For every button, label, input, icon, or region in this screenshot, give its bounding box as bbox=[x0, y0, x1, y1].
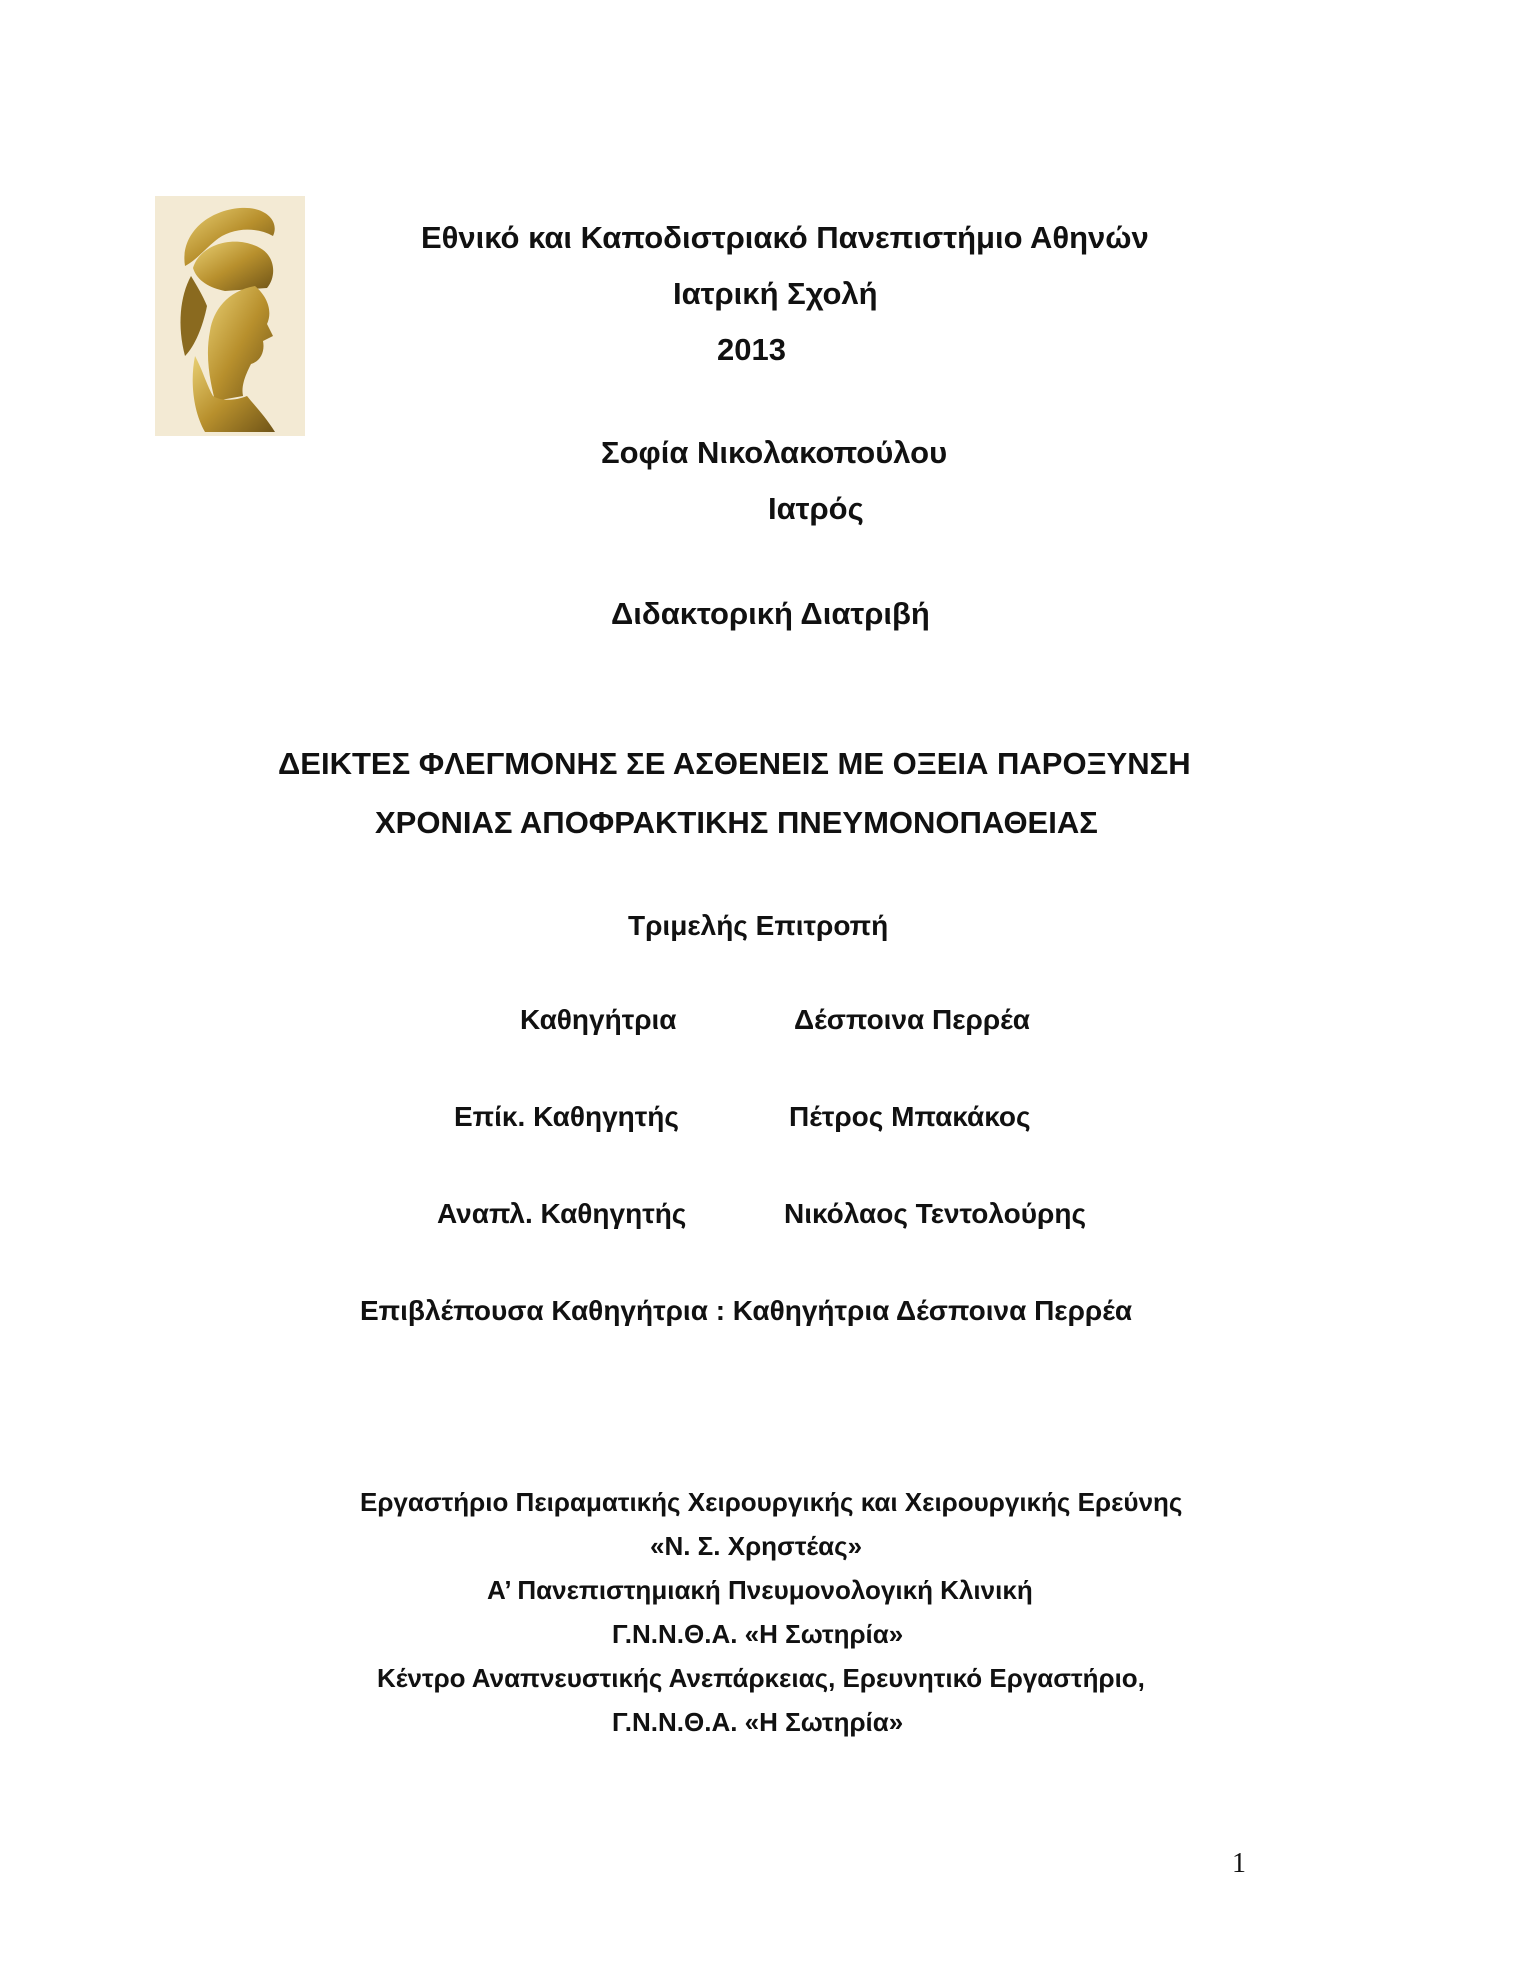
affiliation-line-5: Κέντρο Αναπνευστικής Ανεπάρκειας, Ερευνητικό Εργαστήριο, bbox=[377, 1663, 1145, 1693]
athena-emblem-icon bbox=[155, 196, 305, 436]
committee-heading: Τριμελής Επιτροπή bbox=[628, 910, 889, 941]
university-emblem bbox=[155, 196, 305, 436]
committee-role-1: Καθηγήτρια bbox=[520, 1004, 677, 1035]
thesis-title-line-1: ΔΕΙΚΤΕΣ ΦΛΕΓΜΟΝΗΣ ΣΕ ΑΣΘΕΝΕΙΣ ΜΕ ΟΞΕΙΑ ΠΑΡΟΞΥΝΣΗ bbox=[278, 746, 1191, 781]
page-number: 1 bbox=[1232, 1848, 1246, 1879]
affiliation-line-3: Α’ Πανεπιστημιακή Πνευμονολογική Κλινική bbox=[487, 1575, 1033, 1605]
committee-name-3: Νικόλαος Τεντολούρης bbox=[784, 1198, 1086, 1229]
affiliation-line-2: «Ν. Σ. Χρηστέας» bbox=[650, 1531, 863, 1561]
committee-name-2: Πέτρος Μπακάκος bbox=[789, 1101, 1031, 1132]
committee-name-1: Δέσποινα Περρέα bbox=[794, 1004, 1031, 1035]
committee-role-2: Επίκ. Καθηγητής bbox=[454, 1101, 679, 1132]
document-type: Διδακτορική Διατριβή bbox=[611, 596, 930, 631]
affiliation-line-4: Γ.Ν.Ν.Θ.Α. «Η Σωτηρία» bbox=[612, 1619, 904, 1649]
affiliation-line-6: Γ.Ν.Ν.Θ.Α. «Η Σωτηρία» bbox=[612, 1707, 904, 1737]
affiliation-line-1: Εργαστήριο Πειραματικής Χειρουργικής και Χειρουργικής Ερεύνης bbox=[360, 1487, 1183, 1517]
university-name: Εθνικό και Καποδιστριακό Πανεπιστήμιο Αθηνών bbox=[421, 220, 1149, 255]
author-name: Σοφία Νικολακοπούλου bbox=[601, 435, 948, 470]
committee-role-3: Αναπλ. Καθηγητής bbox=[437, 1198, 687, 1229]
author-title: Ιατρός bbox=[768, 491, 864, 526]
year: 2013 bbox=[717, 332, 786, 367]
school-name: Ιατρική Σχολή bbox=[673, 276, 878, 311]
thesis-title-line-2: ΧΡΟΝΙΑΣ ΑΠΟΦΡΑΚΤΙΚΗΣ ΠΝΕΥΜΟΝΟΠΑΘΕΙΑΣ bbox=[375, 805, 1098, 840]
supervisor: Επιβλέπουσα Καθηγήτρια : Καθηγήτρια Δέσποινα Περρέα bbox=[360, 1295, 1133, 1326]
